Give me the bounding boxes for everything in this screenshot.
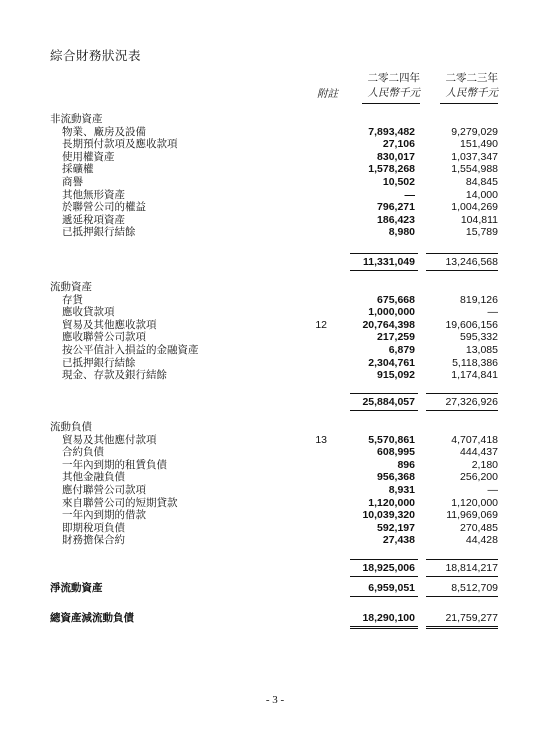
row-value-2023: 13,085 (465, 344, 498, 356)
row-value-2024: 8,980 (388, 226, 415, 239)
row-value-2024: 1,578,268 (368, 163, 415, 176)
row-value-2023: 44,428 (465, 534, 498, 547)
table-row (0, 126, 550, 138)
col-header-2023 (424, 71, 498, 101)
net-current-assets-row (0, 582, 550, 594)
table-row (0, 369, 550, 381)
row-value-2024: 5,570,861 (368, 433, 415, 446)
row-value-2023: 1,037,347 (451, 150, 498, 163)
row-value-2024: 25,884,057 (362, 396, 415, 408)
row-label: 總資產減流動負債 (50, 612, 134, 624)
row-value-2023: 8,512,709 (451, 582, 498, 594)
row-value-2023: 256,200 (460, 471, 498, 484)
row-label: 應付聯營公司款項 (62, 484, 146, 496)
table-row (0, 344, 550, 356)
table-row (0, 446, 550, 458)
row-value-2024: 896 (397, 458, 415, 471)
subtotal-rule-2024 (350, 559, 418, 560)
row-label: 商譽 (62, 176, 83, 188)
row-label: 流動資產 (50, 281, 92, 293)
row-label: 按公平值計入損益的金融資產 (62, 344, 199, 356)
row-value-2023: 1,174,841 (451, 369, 498, 382)
row-value-2024: 186,423 (377, 213, 415, 226)
row-note: 13 (315, 433, 327, 446)
row-value-2024: 20,764,398 (362, 318, 415, 331)
row-label: 一年內到期的借款 (62, 509, 146, 522)
statement-title: 綜合財務狀況表 (50, 48, 142, 63)
row-value-2023: 11,969,069 (446, 509, 498, 522)
section-heading (0, 421, 550, 433)
table-row (0, 484, 550, 496)
table-row (0, 189, 550, 201)
table-row (0, 357, 550, 369)
row-value-2024: 11,331,049 (363, 256, 415, 268)
row-value-2023: 9,279,029 (451, 125, 498, 138)
page-number: - 3 - (265, 694, 285, 706)
row-value-2023: 5,118,386 (452, 356, 498, 369)
row-label: 於聯營公司的權益 (62, 201, 146, 214)
row-value-2024: 1,120,000 (368, 496, 415, 509)
row-label: 流動負債 (50, 421, 92, 433)
table-row (0, 497, 550, 509)
row-value-2024: 6,879 (388, 344, 415, 356)
row-label: 使用權資產 (62, 150, 115, 163)
table-row (0, 331, 550, 343)
subtotal-rule-2024 (350, 253, 418, 254)
subtotal-underline-2024 (350, 576, 418, 577)
row-label: 合約負債 (62, 446, 104, 459)
note-header: 附註 (317, 88, 338, 100)
row-label: 貿易及其他應收款項 (62, 318, 157, 331)
table-row (0, 522, 550, 534)
row-value-2023: 1,554,988 (451, 163, 498, 176)
row-value-2023: 444,437 (460, 446, 498, 459)
subtotal-rule-2023 (426, 393, 498, 394)
table-row (0, 214, 550, 226)
row-value-2024: 27,438 (382, 534, 415, 547)
row-value-2024: 830,017 (377, 150, 415, 163)
row-label: 應收聯營公司款項 (62, 331, 146, 344)
table-row (0, 294, 550, 306)
row-label: 非流動資產 (50, 113, 103, 125)
row-label: 一年內到期的租賃負債 (62, 458, 167, 471)
row-value-2024: 915,092 (377, 369, 415, 382)
total-underline-2024-b (350, 628, 418, 629)
row-label: 貿易及其他應付款項 (62, 433, 157, 446)
row-value-2024: 592,197 (377, 521, 415, 534)
row-value-2023: 595,332 (460, 331, 498, 344)
row-value-2024: 10,039,320 (362, 509, 415, 522)
col-2023-unit: 人民幣千元 (445, 87, 498, 99)
row-value-2024: 1,000,000 (368, 306, 415, 319)
table-row (0, 434, 550, 446)
row-value-2023: — (487, 484, 498, 496)
table-row (0, 319, 550, 331)
subtotal-underline-2024 (350, 410, 418, 411)
row-label: 已抵押銀行結餘 (62, 356, 136, 369)
subtotal-underline-2023 (426, 270, 498, 271)
table-row (0, 459, 550, 471)
row-value-2024: — (404, 188, 415, 201)
row-value-2023: 13,246,568 (445, 256, 498, 268)
table-row (0, 163, 550, 175)
row-value-2023: 27,326,926 (445, 396, 498, 408)
row-label: 存貨 (62, 293, 83, 306)
row-value-2024: 6,959,051 (368, 582, 415, 594)
row-value-2024: 956,368 (377, 471, 415, 484)
total-assets-less-current-liabilities-row (0, 612, 550, 624)
row-label: 即期稅項負債 (62, 521, 125, 534)
row-label: 淨流動資產 (50, 582, 103, 594)
row-value-2023: 1,120,000 (451, 496, 498, 509)
row-value-2024: 675,668 (377, 293, 415, 306)
subtotal-rule-2023 (426, 559, 498, 560)
row-value-2024: 8,931 (388, 484, 415, 496)
row-value-2024: 10,502 (382, 176, 415, 188)
row-label: 物業、廠房及設備 (62, 125, 146, 138)
row-label: 來自聯營公司的短期貸款 (62, 496, 178, 509)
row-value-2024: 2,304,761 (368, 356, 415, 369)
section-heading (0, 113, 550, 125)
row-value-2023: 819,126 (460, 293, 498, 306)
row-note: 12 (315, 318, 327, 331)
total-underline-2023-a (426, 626, 498, 627)
row-value-2023: 18,814,217 (445, 562, 498, 574)
row-label: 應收貸款項 (62, 306, 115, 319)
table-row (0, 471, 550, 483)
col-2024-unit: 人民幣千元 (367, 87, 420, 99)
row-value-2024: 608,995 (377, 446, 415, 459)
net-current-underline-2023 (426, 596, 498, 597)
row-label: 長期預付款項及應收款項 (62, 138, 178, 151)
row-value-2023: 151,490 (460, 138, 498, 151)
subtotal-rule-2023 (426, 253, 498, 254)
section-heading (0, 281, 550, 293)
subtotal-row (0, 256, 550, 268)
row-label: 財務擔保合約 (62, 534, 125, 547)
table-row (0, 201, 550, 213)
row-value-2023: 15,789 (465, 226, 498, 239)
subtotal-row (0, 562, 550, 574)
header-underline-2024 (362, 103, 420, 104)
row-value-2023: — (487, 306, 498, 319)
subtotal-rule-2024 (350, 393, 418, 394)
row-label: 現金、存款及銀行結餘 (62, 369, 167, 382)
row-value-2023: 1,004,269 (451, 201, 498, 214)
row-value-2024: 7,893,482 (368, 125, 415, 138)
row-value-2024: 217,259 (377, 331, 415, 344)
row-label: 其他金融負債 (62, 471, 125, 484)
row-value-2023: 19,606,156 (445, 318, 498, 331)
row-value-2024: 796,271 (377, 201, 415, 214)
row-value-2024: 18,925,006 (362, 562, 415, 574)
subtotal-underline-2023 (426, 410, 498, 411)
row-value-2023: 14,000 (465, 188, 498, 201)
row-value-2023: 270,485 (460, 521, 498, 534)
row-value-2024: 27,106 (382, 138, 415, 151)
row-label: 其他無形資產 (62, 188, 125, 201)
row-value-2024: 18,290,100 (362, 612, 415, 624)
total-underline-2023-b (426, 628, 498, 629)
table-row (0, 306, 550, 318)
header-underline-2023 (440, 103, 498, 104)
col-header-2024 (344, 71, 420, 101)
row-label: 遞延稅項資產 (62, 213, 125, 226)
table-row (0, 534, 550, 546)
subtotal-row (0, 396, 550, 408)
subtotal-underline-2024 (350, 270, 418, 271)
col-2024-year: 二零二四年 (367, 72, 420, 84)
row-label: 已抵押銀行結餘 (62, 226, 136, 239)
row-value-2023: 4,707,418 (451, 433, 498, 446)
row-value-2023: 84,845 (465, 176, 498, 188)
table-row (0, 176, 550, 188)
total-underline-2024-a (350, 626, 418, 627)
table-row (0, 226, 550, 238)
subtotal-underline-2023 (426, 576, 498, 577)
table-row (0, 151, 550, 163)
col-2023-year: 二零二三年 (445, 72, 498, 84)
row-value-2023: 21,759,277 (445, 612, 498, 624)
table-row (0, 138, 550, 150)
net-current-underline-2024 (350, 596, 418, 597)
row-value-2023: 2,180 (471, 458, 498, 471)
row-value-2023: 104,811 (460, 213, 498, 226)
row-label: 採礦權 (62, 163, 94, 176)
table-row (0, 509, 550, 521)
